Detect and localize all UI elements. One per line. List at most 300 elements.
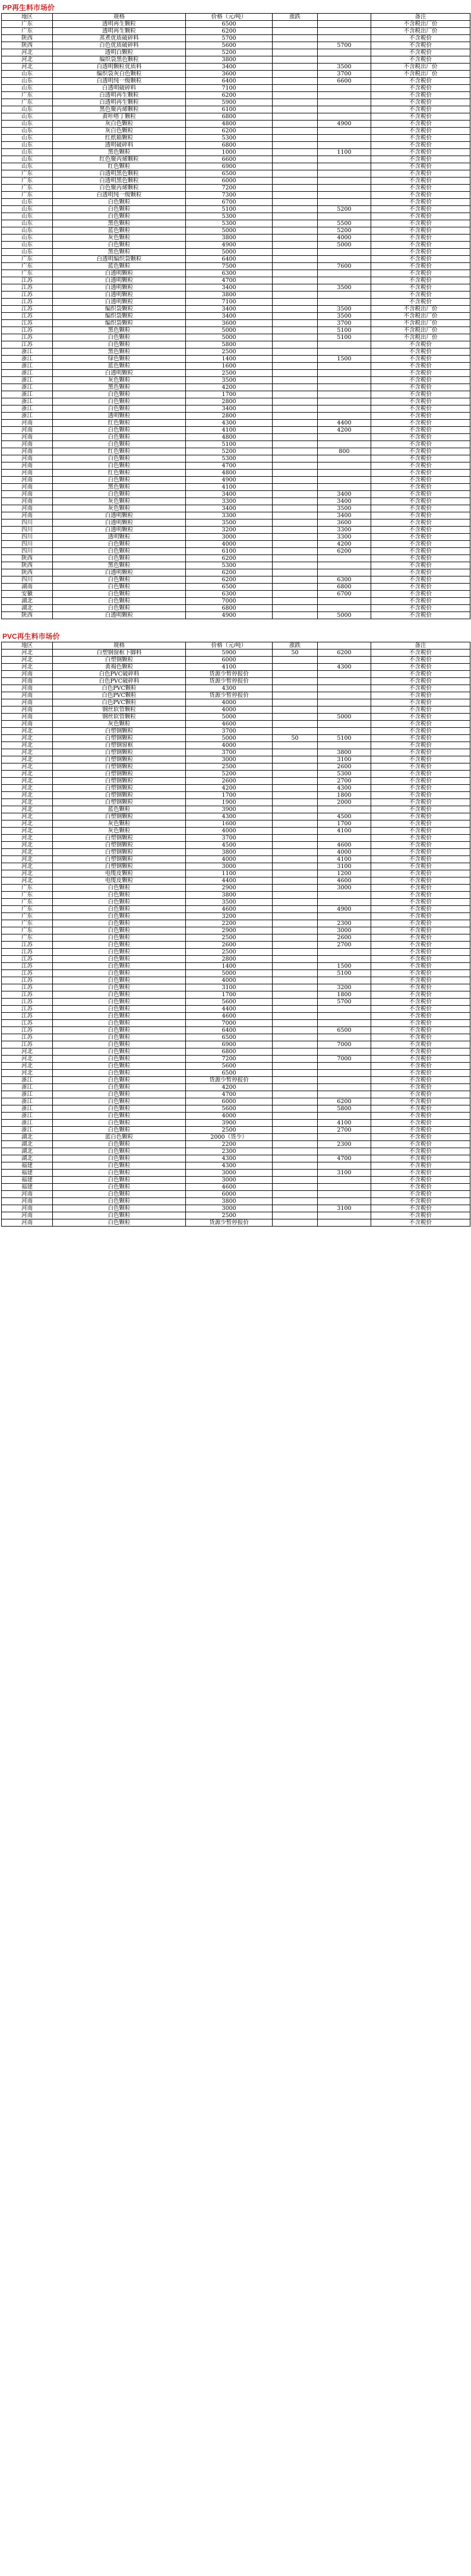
cell-region: 广东: [2, 920, 53, 927]
cell-change: [273, 434, 318, 441]
cell-region: 浙江: [2, 363, 53, 370]
cell-region: 广东: [2, 185, 53, 192]
cell-price: 5600: [186, 1063, 273, 1070]
cell-extra: 1500: [318, 356, 371, 363]
cell-price: 3600: [186, 320, 273, 327]
cell-price: 5300: [186, 220, 273, 227]
cell-region: 河南: [2, 671, 53, 678]
cell-change: [273, 113, 318, 121]
table-row: [2, 763, 470, 771]
cell-change: [273, 128, 318, 135]
cell-extra: 2000: [318, 799, 371, 806]
cell-extra: 5800: [318, 1105, 371, 1113]
cell-extra: [318, 956, 371, 963]
cell-extra: [318, 1034, 371, 1041]
cell-region: 江苏: [2, 320, 53, 327]
cell-extra: [318, 685, 371, 692]
cell-change: [273, 863, 318, 870]
cell-change: [273, 870, 318, 877]
cell-region: 河北: [2, 792, 53, 799]
cell-price: 3700: [186, 749, 273, 756]
cell-spec: 白色颗粒: [53, 462, 186, 470]
cell-spec: 白色颗粒: [53, 1148, 186, 1155]
cell-price: 7000: [186, 598, 273, 605]
cell-spec: 红纸箱颗粒: [53, 135, 186, 142]
cell-note: 不含税价: [371, 1148, 470, 1155]
cell-price: 5000: [186, 970, 273, 977]
cell-price: 4000: [186, 742, 273, 749]
cell-price: 4000: [186, 699, 273, 706]
cell-extra: [318, 99, 371, 106]
table-row: [2, 984, 470, 991]
cell-change: [273, 569, 318, 576]
cell-region: 河南: [2, 448, 53, 455]
cell-change: [273, 541, 318, 548]
cell-spec: 白色颗粒: [53, 970, 186, 977]
cell-change: [273, 1120, 318, 1127]
cell-change: [273, 899, 318, 906]
cell-note: 不含税价: [371, 1141, 470, 1148]
pvc-price-table: [1, 642, 470, 1227]
cell-change: 50: [273, 649, 318, 657]
table-row: [2, 334, 470, 341]
cell-extra: 5100: [318, 735, 371, 742]
cell-note: 不含税价: [371, 78, 470, 85]
cell-region: 河南: [2, 678, 53, 685]
cell-price: 3000: [186, 1177, 273, 1184]
cell-region: 江苏: [2, 291, 53, 299]
cell-note: 不含税价: [371, 1091, 470, 1098]
cell-extra: 800: [318, 448, 371, 455]
cell-spec: 白色颗粒: [53, 963, 186, 970]
cell-change: [273, 548, 318, 555]
cell-note: 不含税价: [371, 756, 470, 763]
cell-region: 陕西: [2, 555, 53, 562]
cell-region: 河北: [2, 649, 53, 657]
cell-price: 6900: [186, 1041, 273, 1048]
cell-note: 不含税价: [371, 999, 470, 1006]
cell-spec: 白色颗粒: [53, 427, 186, 434]
table-row: [2, 156, 470, 163]
cell-price: 5100: [186, 441, 273, 448]
table-row: [2, 178, 470, 185]
cell-note: 不含税价: [371, 1134, 470, 1141]
cell-price: 4800: [186, 121, 273, 128]
table-row: [2, 562, 470, 569]
cell-spec: 白色颗粒: [53, 455, 186, 462]
cell-region: 江苏: [2, 1034, 53, 1041]
cell-spec: 黑色颗粒: [53, 249, 186, 256]
cell-price: 5600: [186, 999, 273, 1006]
cell-price: 6800: [186, 142, 273, 149]
cell-extra: 3100: [318, 863, 371, 870]
cell-region: 浙江: [2, 377, 53, 384]
cell-region: 广东: [2, 892, 53, 899]
cell-note: 不含税价: [371, 828, 470, 835]
cell-change: [273, 728, 318, 735]
cell-spec: 灰白色颗粒: [53, 121, 186, 128]
cell-note: 不含税价: [371, 763, 470, 771]
cell-price: 3000: [186, 863, 273, 870]
cell-extra: [318, 434, 371, 441]
cell-extra: [318, 562, 371, 569]
cell-note: 不含税价: [371, 348, 470, 356]
cell-price: 3900: [186, 806, 273, 813]
cell-spec: 透明白颗粒: [53, 49, 186, 56]
cell-spec: 白色颗粒: [53, 991, 186, 999]
cell-region: 河北: [2, 742, 53, 749]
cell-spec: 白色颗粒: [53, 206, 186, 213]
cell-spec: 白色颗粒: [53, 956, 186, 963]
table-row: [2, 1134, 470, 1141]
table-row: [2, 1184, 470, 1191]
table-row: [2, 820, 470, 828]
table-row: [2, 49, 470, 56]
cell-price: 4900: [186, 242, 273, 249]
cell-change: [273, 28, 318, 35]
cell-region: 浙江: [2, 370, 53, 377]
table-row: [2, 306, 470, 313]
table-row: [2, 1170, 470, 1177]
cell-spec: 白透明颗粒: [53, 512, 186, 519]
cell-change: [273, 192, 318, 199]
cell-price: 4000: [186, 856, 273, 863]
header-price: 价格（元/吨）: [186, 14, 273, 21]
cell-region: 河南: [2, 455, 53, 462]
cell-region: 福建: [2, 1162, 53, 1170]
cell-extra: 7600: [318, 263, 371, 270]
cell-spec: 编织袋颗粒: [53, 313, 186, 320]
cell-spec: 白塑钢颗粒: [53, 835, 186, 842]
cell-price: 3900: [186, 1120, 273, 1127]
cell-change: [273, 771, 318, 778]
pvc-section-title: PVC再生料市场价: [2, 632, 60, 641]
cell-spec: 白色颗粒: [53, 213, 186, 220]
table-row: [2, 135, 470, 142]
cell-spec: 白透明颗粒: [53, 270, 186, 277]
cell-change: [273, 106, 318, 113]
cell-change: [273, 813, 318, 820]
cell-change: [273, 206, 318, 213]
cell-spec: 白色颗粒: [53, 1077, 186, 1084]
cell-change: [273, 1113, 318, 1120]
cell-price: 3400: [186, 505, 273, 512]
cell-spec: 白透明颗粒: [53, 612, 186, 619]
cell-change: [273, 1170, 318, 1177]
cell-note: 不含税价: [371, 678, 470, 685]
table-row: [2, 142, 470, 149]
table-row: [2, 28, 470, 35]
cell-price: 1900: [186, 799, 273, 806]
cell-spec: 白色颗粒: [53, 984, 186, 991]
cell-price: 5900: [186, 99, 273, 106]
cell-note: 不含税价: [371, 192, 470, 199]
cell-note: 不含税价: [371, 42, 470, 49]
cell-extra: [318, 49, 371, 56]
cell-spec: 白色颗粒: [53, 548, 186, 555]
cell-extra: 3400: [318, 491, 371, 498]
cell-spec: 蓝色颗粒: [53, 227, 186, 235]
cell-extra: 4100: [318, 856, 371, 863]
cell-spec: 白透明再生颗粒: [53, 99, 186, 106]
cell-extra: 5100: [318, 334, 371, 341]
cell-price: 6300: [186, 270, 273, 277]
cell-note: 不含税价: [371, 991, 470, 999]
cell-extra: [318, 213, 371, 220]
cell-note: 不含税价: [371, 785, 470, 792]
cell-note: 不含税价: [371, 1198, 470, 1205]
table-row: [2, 963, 470, 970]
cell-price: 5000: [186, 714, 273, 721]
cell-spec: 白色颗粒: [53, 1013, 186, 1020]
cell-change: [273, 99, 318, 106]
cell-extra: [318, 270, 371, 277]
cell-region: 河北: [2, 1070, 53, 1077]
pvc-table-header: [2, 642, 470, 649]
cell-note: 不含税价: [371, 135, 470, 142]
cell-extra: [318, 1134, 371, 1141]
cell-change: [273, 505, 318, 512]
cell-change: [273, 519, 318, 527]
cell-note: 不含税价: [371, 142, 470, 149]
cell-price: 4000: [186, 828, 273, 835]
cell-region: 河南: [2, 1198, 53, 1205]
cell-extra: [318, 35, 371, 42]
cell-change: [273, 163, 318, 170]
cell-extra: [318, 106, 371, 113]
cell-spec: 白色聚丙烯颗粒: [53, 185, 186, 192]
cell-price: 4100: [186, 664, 273, 671]
cell-note: 不含税价: [371, 249, 470, 256]
cell-price: 3000: [186, 756, 273, 763]
cell-extra: 4200: [318, 541, 371, 548]
header-price: 价格（元/吨）: [186, 642, 273, 649]
cell-price: 4600: [186, 1184, 273, 1191]
header-spec: 规格: [53, 642, 186, 649]
pvc-table-body: [2, 649, 470, 1227]
table-row: [2, 863, 470, 870]
cell-region: 浙江: [2, 1113, 53, 1120]
cell-region: 河南: [2, 699, 53, 706]
cell-extra: [318, 441, 371, 448]
cell-extra: [318, 249, 371, 256]
cell-price: 1700: [186, 391, 273, 398]
table-row: [2, 1127, 470, 1134]
cell-note: 不含税价: [371, 363, 470, 370]
cell-note: 不含税价: [371, 113, 470, 121]
table-row: [2, 1177, 470, 1184]
cell-change: [273, 405, 318, 413]
cell-note: 不含税价: [371, 692, 470, 699]
cell-region: 河南: [2, 714, 53, 721]
table-row: [2, 192, 470, 199]
cell-change: [273, 913, 318, 920]
cell-change: [273, 1077, 318, 1084]
cell-region: 河北: [2, 835, 53, 842]
cell-extra: 3500: [318, 284, 371, 291]
cell-change: [273, 1034, 318, 1041]
cell-note: 不含税价: [371, 277, 470, 284]
cell-change: [273, 384, 318, 391]
table-row: [2, 1120, 470, 1127]
cell-extra: 3700: [318, 320, 371, 327]
cell-note: 不含税价: [371, 448, 470, 455]
cell-spec: 白色颗粒: [53, 405, 186, 413]
cell-spec: 红色颗粒: [53, 420, 186, 427]
cell-region: 山东: [2, 128, 53, 135]
cell-region: 河北: [2, 806, 53, 813]
table-row: [2, 1013, 470, 1020]
table-row: [2, 1027, 470, 1034]
cell-region: 河北: [2, 785, 53, 792]
cell-note: 不含税价: [371, 1170, 470, 1177]
cell-note: 不含税价: [371, 664, 470, 671]
cell-price: 1700: [186, 991, 273, 999]
cell-extra: 5100: [318, 327, 371, 334]
cell-region: 山东: [2, 142, 53, 149]
table-row: [2, 569, 470, 576]
cell-note: 不含税价: [371, 1105, 470, 1113]
cell-extra: [318, 142, 371, 149]
cell-extra: [318, 1212, 371, 1219]
cell-change: [273, 885, 318, 892]
cell-region: 广东: [2, 906, 53, 913]
cell-price: 2900: [186, 885, 273, 892]
table-row: [2, 341, 470, 348]
cell-price: 2200: [186, 1141, 273, 1148]
table-row: [2, 434, 470, 441]
cell-change: [273, 242, 318, 249]
cell-spec: 编织袋颗粒: [53, 320, 186, 327]
cell-note: 不含税价: [371, 984, 470, 991]
cell-extra: [318, 692, 371, 699]
cell-price: 3800: [186, 56, 273, 64]
cell-spec: 蓝色颗粒: [53, 806, 186, 813]
cell-extra: [318, 192, 371, 199]
cell-region: 江苏: [2, 984, 53, 991]
cell-extra: [318, 92, 371, 99]
table-row: [2, 1056, 470, 1063]
cell-change: [273, 35, 318, 42]
cell-price: 6500: [186, 170, 273, 178]
table-row: [2, 1198, 470, 1205]
cell-spec: 红色颗粒: [53, 448, 186, 455]
table-row: [2, 721, 470, 728]
cell-change: [273, 21, 318, 28]
cell-price: 3800: [186, 1198, 273, 1205]
cell-region: 广东: [2, 934, 53, 942]
cell-note: 不含税价: [371, 612, 470, 619]
cell-spec: 白塑钢颗粒: [53, 849, 186, 856]
cell-extra: 4000: [318, 235, 371, 242]
cell-spec: 灰白色颗粒: [53, 128, 186, 135]
table-row: [2, 699, 470, 706]
cell-price: 1100: [186, 870, 273, 877]
cell-change: [273, 977, 318, 984]
header-blank: [318, 642, 371, 649]
cell-spec: 黄褐色颗粒: [53, 664, 186, 671]
table-row: [2, 470, 470, 477]
table-row: [2, 356, 470, 363]
cell-extra: [318, 370, 371, 377]
cell-change: [273, 227, 318, 235]
cell-note: 不含税价: [371, 735, 470, 742]
cell-region: 山东: [2, 149, 53, 156]
cell-extra: 3200: [318, 984, 371, 991]
cell-price: 5100: [186, 206, 273, 213]
cell-note: 不含税价: [371, 555, 470, 562]
cell-change: [273, 1098, 318, 1105]
table-row: [2, 685, 470, 692]
cell-price: 3500: [186, 377, 273, 384]
table-row: [2, 1034, 470, 1041]
cell-note: 不含税价: [371, 213, 470, 220]
cell-change: [273, 934, 318, 942]
cell-region: 河南: [2, 477, 53, 484]
cell-note: 不含税价: [371, 813, 470, 820]
cell-note: 不含税出厂价: [371, 28, 470, 35]
cell-change: [273, 892, 318, 899]
cell-note: 不含税价: [371, 899, 470, 906]
cell-extra: 4100: [318, 828, 371, 835]
cell-extra: 5300: [318, 771, 371, 778]
cell-note: 不含税价: [371, 149, 470, 156]
cell-extra: [318, 462, 371, 470]
cell-price: 4300: [186, 1162, 273, 1170]
cell-price: 5000: [186, 334, 273, 341]
cell-spec: 白塑钢颗粒: [53, 799, 186, 806]
cell-change: [273, 1205, 318, 1212]
cell-extra: [318, 363, 371, 370]
cell-price: 4500: [186, 842, 273, 849]
cell-change: [273, 835, 318, 842]
cell-change: [273, 699, 318, 706]
cell-region: 福建: [2, 1184, 53, 1191]
cell-price: 6900: [186, 163, 273, 170]
cell-extra: 4700: [318, 1155, 371, 1162]
cell-change: [273, 657, 318, 664]
cell-note: 不含税价: [371, 1212, 470, 1219]
cell-note: 不含税价: [371, 1063, 470, 1070]
cell-extra: 4200: [318, 427, 371, 434]
table-row: [2, 1077, 470, 1084]
cell-extra: [318, 384, 371, 391]
cell-change: [273, 427, 318, 434]
cell-change: [273, 56, 318, 64]
cell-spec: 白色颗粒: [53, 334, 186, 341]
table-row: [2, 170, 470, 178]
cell-change: [273, 692, 318, 699]
cell-note: 不含税价: [371, 649, 470, 657]
cell-change: [273, 584, 318, 591]
cell-change: [273, 291, 318, 299]
cell-extra: [318, 1184, 371, 1191]
table-row: [2, 785, 470, 792]
cell-price: 2500: [186, 949, 273, 956]
cell-spec: 白透明颗粒: [53, 527, 186, 534]
cell-extra: 6300: [318, 576, 371, 584]
cell-spec: 灰色颗粒: [53, 721, 186, 728]
cell-price: 3700: [186, 835, 273, 842]
cell-price: 3000: [186, 1205, 273, 1212]
cell-region: 河北: [2, 870, 53, 877]
cell-region: 湖北: [2, 1155, 53, 1162]
table-row: [2, 405, 470, 413]
cell-region: 广东: [2, 270, 53, 277]
cell-spec: 白色颗粒: [53, 1105, 186, 1113]
cell-change: [273, 498, 318, 505]
cell-note: 不含税价: [371, 56, 470, 64]
